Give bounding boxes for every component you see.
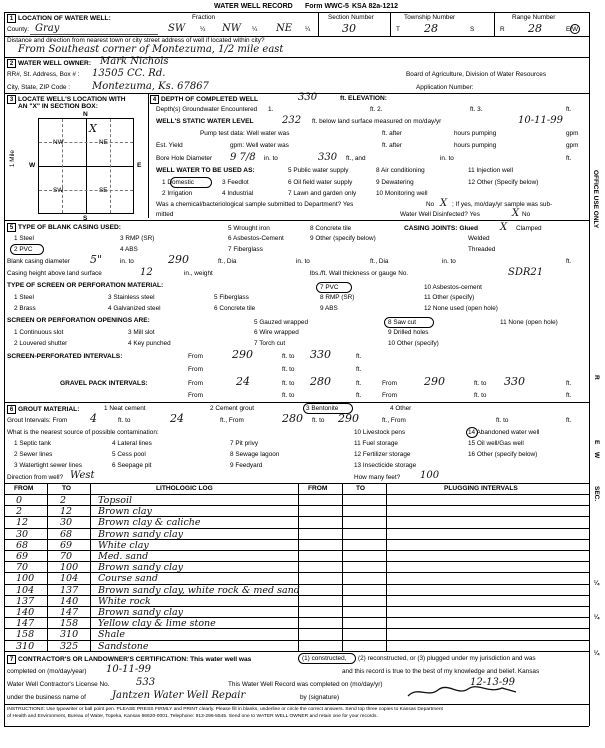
from-cell: 310	[16, 640, 35, 652]
s2-heading: 2 WATER WELL OWNER:	[7, 59, 91, 68]
grout-to-1: 24	[170, 412, 184, 425]
distance-label: Distance and direction from nearest town or city street address of well if located within city?	[7, 37, 265, 44]
address-value: 13505 CC. Rd.	[92, 68, 166, 79]
table-row	[4, 529, 589, 540]
table-row	[4, 607, 589, 618]
lithology-cell: Brown clay & caliche	[98, 517, 201, 529]
screen-pvc[interactable]: 7 PVC	[320, 284, 339, 291]
lithology-cell: Yellow clay & lime stone	[98, 618, 216, 630]
township-value: 28	[424, 22, 438, 35]
section-label: Section Number	[328, 14, 374, 21]
lithology-cell: Shale	[98, 629, 125, 641]
lithology-cell: Course sand	[98, 573, 158, 585]
application-label: Application Number:	[416, 84, 474, 91]
owner-name: Mark Nichols	[100, 56, 169, 67]
section-value: 30	[342, 22, 356, 35]
casing-pvc[interactable]: 2 PVC	[14, 246, 33, 253]
business-name: Jantzen Water Well Repair	[112, 690, 246, 701]
from-cell: 140	[16, 607, 35, 618]
county-label: County:	[7, 26, 30, 33]
office-use-label: OFFICE USE ONLY	[592, 170, 599, 229]
address-label: RR#, St. Address, Box # :	[7, 71, 80, 78]
opening-saw-cut[interactable]: 8 Saw cut	[388, 319, 417, 326]
lithology-cell: White rock	[98, 595, 151, 607]
lithology-cell: White clay	[98, 539, 149, 551]
table-row	[4, 562, 589, 573]
lithology-cell: Brown clay	[98, 506, 152, 518]
from-cell: 104	[16, 584, 35, 596]
to-cell: 70	[60, 551, 73, 562]
board-label: Board of Agriculture, Division of Water Resources	[406, 71, 547, 78]
gravel-from-2: 290	[424, 375, 445, 388]
lithology-cell: Brown sandy clay, white rock & med sand	[98, 584, 300, 596]
table-row	[4, 540, 589, 551]
table-row	[4, 573, 589, 584]
from-cell: 69	[16, 551, 29, 562]
gravel-to-1: 280	[310, 375, 331, 388]
section-grid: NW NE SW SE X	[38, 118, 134, 214]
lithology-cell: Med. sand	[98, 551, 149, 562]
fraction-2: NW	[222, 23, 242, 34]
to-cell: 158	[60, 618, 79, 630]
depth-value: 330	[298, 92, 318, 103]
use-domestic[interactable]: 1 Domestic	[162, 179, 194, 186]
s5-heading: 5 TYPE OF BLANK CASING USED:	[7, 223, 121, 232]
table-row	[4, 618, 589, 629]
from-cell: 100	[16, 573, 35, 585]
static-level-date: 10-11-99	[518, 115, 563, 126]
table-row	[4, 506, 589, 517]
grout-to-2: 290	[338, 412, 359, 425]
to-cell: 140	[60, 595, 79, 607]
from-cell: 70	[16, 562, 29, 574]
from-cell: 147	[16, 618, 35, 630]
to-cell: 69	[60, 539, 73, 551]
casing-depth: 290	[168, 253, 189, 266]
direction-value: West	[70, 470, 95, 481]
completion-date: 10-11-99	[106, 664, 151, 675]
record-date: 12-13-99	[470, 677, 515, 688]
table-row	[4, 517, 589, 528]
grout-from-2: 280	[282, 412, 303, 425]
to-cell: 12	[60, 506, 73, 518]
bore-diameter: 9 7/8	[230, 152, 256, 163]
fraction-label: Fraction	[192, 14, 216, 21]
to-cell: 30	[60, 517, 73, 529]
from-cell: 158	[16, 629, 35, 641]
gravel-to-2: 330	[504, 375, 525, 388]
lithology-cell: Brown sandy clay	[98, 607, 184, 618]
lithology-cell: Brown sandy clay	[98, 562, 184, 574]
from-cell: 30	[16, 528, 29, 540]
to-cell: 147	[60, 607, 79, 618]
table-row	[4, 596, 589, 607]
instructions-1: INSTRUCTIONS: Use typewriter or ball point pen. PLEASE PRESS FIRMLY and PRINT clearly. Please fill in blanks, underline or circle the correct answers. Send top three copies to Kansas Department	[7, 707, 443, 712]
form-number: Form WWC-5	[305, 3, 349, 10]
license-number: 533	[136, 677, 156, 688]
contam-abandoned-well[interactable]: 14 Abandoned water well	[468, 429, 540, 436]
to-cell: 104	[60, 573, 79, 585]
lithology-cell: Sandstone	[98, 640, 149, 652]
range-value: 28	[528, 22, 542, 35]
gauge-value: SDR21	[508, 267, 544, 278]
to-cell: 68	[60, 528, 73, 540]
gravel-from-1: 24	[236, 375, 250, 388]
bore-depth: 330	[318, 152, 338, 163]
s4-depth: 4 DEPTH OF COMPLETED WELL	[150, 95, 258, 104]
table-row	[4, 495, 589, 506]
from-cell: 12	[16, 517, 29, 529]
casing-diameter: 5"	[90, 253, 103, 266]
to-cell: 310	[60, 629, 79, 641]
grout-bentonite[interactable]: 3 Bentonite	[306, 405, 339, 412]
city-label: City, State, ZIP Code :	[7, 84, 70, 91]
from-cell: 0	[16, 495, 23, 506]
statute: KSA 82a-1212	[352, 3, 399, 10]
to-cell: 2	[60, 495, 67, 506]
casing-height: 12	[140, 267, 153, 278]
table-row	[4, 629, 589, 640]
form-title: WATER WELL RECORD	[214, 3, 293, 10]
from-cell: 68	[16, 539, 29, 551]
county-value: Gray	[35, 23, 60, 34]
township-label: Township Number	[404, 14, 456, 21]
instructions-2: of Health and Environment, Bureau of Water, Topeka, Kansas 66620-0001. Telephone: 913-296-5545. Send one to WATER WELL OWNER and retain one for your records.	[7, 714, 378, 719]
fraction-1: SW	[168, 23, 186, 34]
range-label: Range Number	[512, 14, 556, 21]
s6-heading: 6 GROUT MATERIAL:	[7, 405, 79, 414]
signature	[404, 684, 524, 700]
from-cell: 137	[16, 595, 35, 607]
feet-value: 100	[420, 470, 440, 481]
to-cell: 325	[60, 640, 79, 652]
perf-to: 330	[310, 348, 331, 361]
table-row	[4, 585, 589, 596]
location-mark: X	[89, 122, 97, 135]
perf-from: 290	[232, 348, 253, 361]
from-cell: 2	[16, 506, 23, 518]
static-level-value: 232	[282, 115, 302, 126]
s7-cert: 7 CONTRACTOR'S OR LANDOWNER'S CERTIFICATION: This water well was	[7, 655, 251, 664]
city-value: Montezuma, Ks. 67867	[92, 81, 209, 92]
constructed-option[interactable]: (1) constructed,	[302, 655, 347, 662]
distance-value: From Southeast corner of Montezuma, 1/2 mile east	[18, 44, 284, 55]
range-direction: E/W	[566, 26, 579, 33]
grout-from-1: 4	[90, 412, 97, 425]
to-cell: 137	[60, 584, 79, 596]
to-cell: 100	[60, 562, 79, 574]
fraction-3: NE	[276, 23, 293, 34]
s1-heading: 1 LOCATION OF WATER WELL:	[7, 14, 111, 23]
table-row	[4, 551, 589, 562]
lithology-cell: Brown sandy clay	[98, 528, 184, 540]
lithology-cell: Topsoil	[98, 495, 133, 506]
s3-heading: 3 LOCATE WELL'S LOCATION WITH	[7, 95, 126, 104]
